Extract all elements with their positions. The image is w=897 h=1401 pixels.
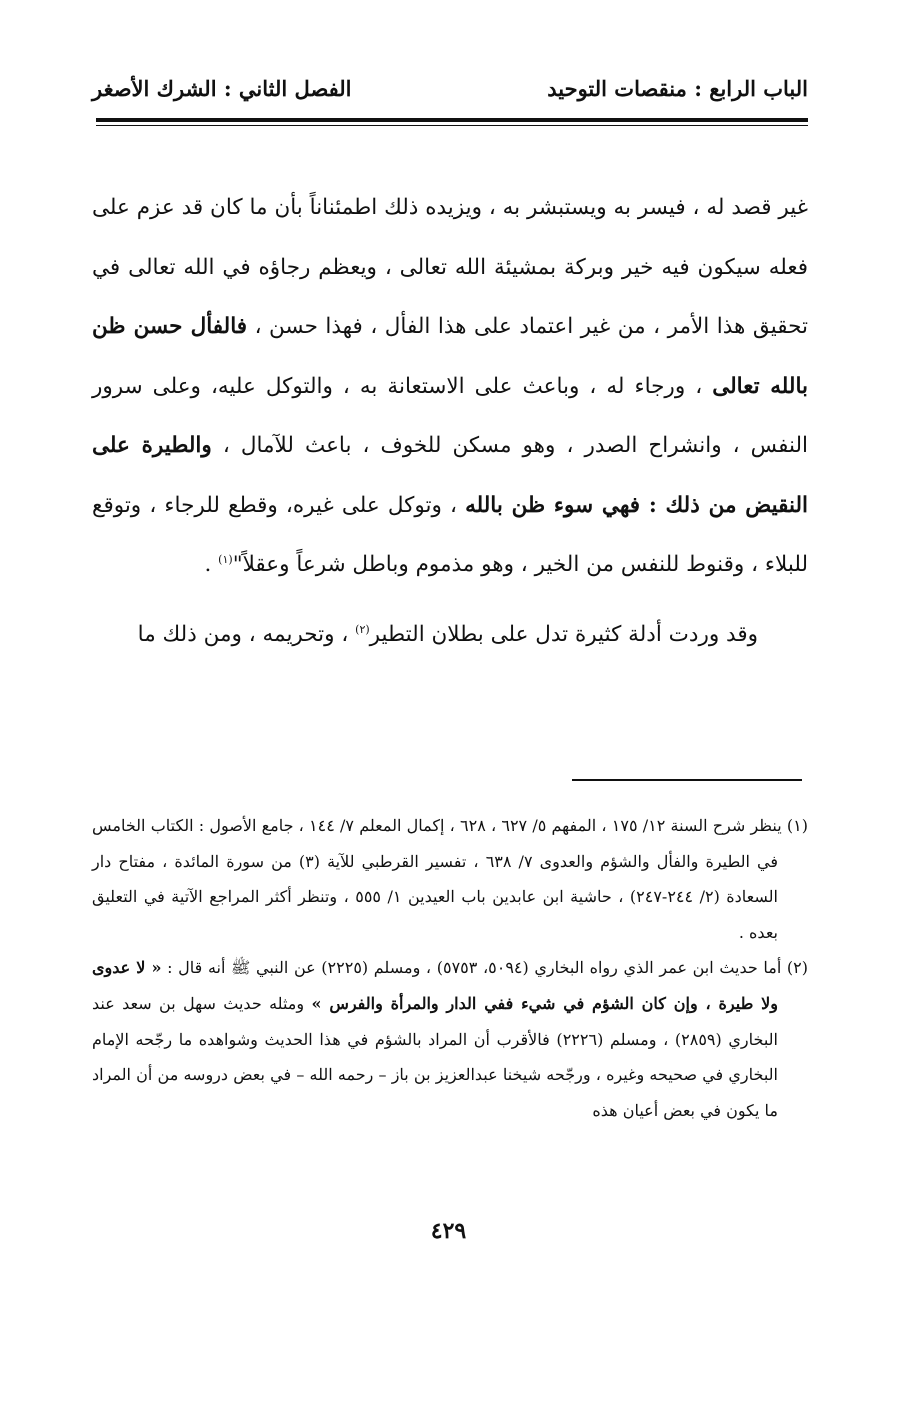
paragraph-1-text-a: غير قصد له ، فيسر به ويستبشر به ، ويزيده ذلك اطمئناناً بأن ما كان قد عزم على فعله سيكون فيه خير وبركة بمشيئة الله تعالى ، ويعظم رجاؤه في الله تعالى في تحقيق هذا الأمر ، من غير اعتماد على هذا الفأل ، فهذا حسن ،: [92, 195, 808, 339]
paragraph-2-text-b: ، وتحريمه ، ومن ذلك ما: [137, 621, 356, 647]
footnote-ref-2[interactable]: (٢): [355, 622, 370, 636]
footnote-2-text-a: (٢) أما حديث ابن عمر الذي رواه البخاري (٥٠٩٤، ٥٧٥٣) ، ومسلم (٢٢٢٥) عن النبي ﷺ أنه قال :: [167, 958, 809, 978]
footnote-2: [92, 950, 808, 1128]
paragraph-2: [92, 605, 808, 665]
footnote-1: (١) ينظر شرح السنة ١٢/ ١٧٥ ، المفهم ٥/ ٦٢٧ ، ٦٢٨ ، إكمال المعلم ٧/ ١٤٤ ، جامع الأصول : الكتاب الخامس في الطيرة والفأل والشؤم والعدوى ٧/ ٦٣٨ ، تفسير القرطبي للآية (٣) من سورة المائدة ، مفتاح دار السعادة (٢/ ٢٤٤-٢٤٧) ، حاشية ابن عابدين باب العيدين ١/ ٥٥٥ ، وتنظر أكثر المراجع الآتية في التعليق بعده .: [92, 816, 808, 942]
chapter-title: الباب الرابع : منقصات التوحيد: [547, 76, 808, 101]
header-rule-thin: [96, 125, 808, 126]
footnote-2-text-b: ومثله حديث سهل بن سعد عند البخاري (٢٨٥٩) ، ومسلم (٢٢٢٦) فالأقرب أن المراد بالشؤم في هذا الحديث وشواهده ما رجّحه الإمام البخاري في صحيحه وغيره ، ورجّحه شيخنا عبدالعزيز بن باز – رحمه الله – في بعض دروسه من أن المراد ما يكون في بعض أعيان هذه: [92, 993, 778, 1120]
page-number: ٤٢٩: [430, 1218, 467, 1244]
paragraph-1: [92, 178, 808, 595]
footnotes: [92, 808, 808, 1128]
paragraph-1-text-c: ، وتوكل على غيره، وقطع للرجاء ، وتوقع للبلاء ، وقنوط للنفس من الخير ، وهو مذموم وباطل شرعاً وعقلاً": [92, 492, 808, 577]
footnote-ref-1[interactable]: (١): [218, 552, 233, 566]
paragraph-1-bold-b: والطيرة على النقيض من ذلك : فهي سوء ظن بالله: [92, 433, 808, 518]
main-text: [92, 178, 808, 664]
section-title: الفصل الثاني : الشرك الأصغر: [92, 76, 352, 101]
paragraph-1-bold-a: فالفأل حسن ظن بالله تعالى: [92, 314, 808, 399]
paragraph-2-text-a: وقد وردت أدلة كثيرة تدل على بطلان التطير: [369, 621, 758, 647]
paragraph-1-text-b: ، ورجاء له ، وباعث على الاستعانة به ، والتوكل عليه، وعلى سرور النفس ، وانشراح الصدر ، وهو مسكن للخوف ، باعث للآمال ،: [92, 373, 808, 458]
header-rule-thick: [96, 118, 808, 122]
footnote-2-hadith: « لا عدوى ولا طيرة ، وإن كان الشؤم في شيء ففي الدار والمرأة والفرس »: [92, 958, 779, 1013]
footnote-separator: [572, 779, 802, 781]
paragraph-1-end: .: [204, 552, 219, 577]
running-header: [92, 70, 808, 110]
